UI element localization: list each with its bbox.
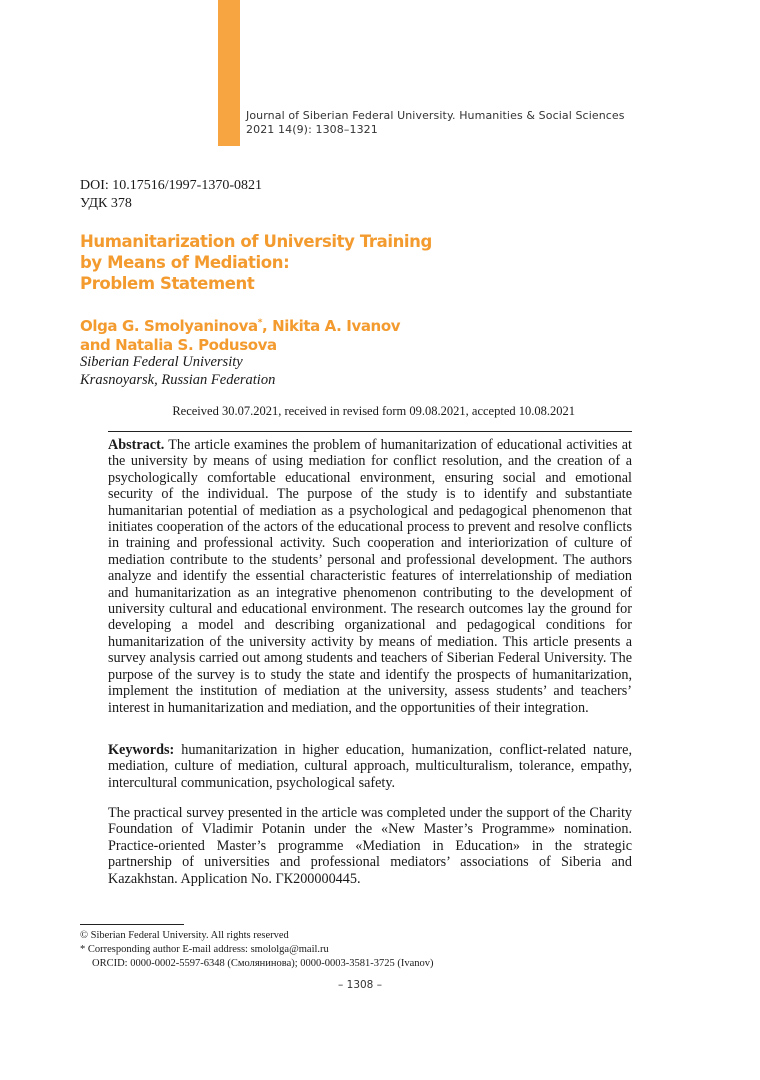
title-line-3: Problem Statement	[80, 274, 255, 293]
footnote-corresponding: * Corresponding author E-mail address: smololga@mail.ru	[80, 944, 329, 955]
authors-line-1	[80, 314, 400, 336]
doi: DOI: 10.17516/1997-1370-0821	[80, 178, 262, 193]
keywords-text: humanitarization in higher education, humanization, conflict-related nature, mediation, culture of mediation, cultural approach, multiculturalism, tolerance, empathy, intercultural communication, psychological safety.	[108, 742, 632, 791]
abstract-text: The article examines the problem of humanitarization of educational activities at the university by means of using mediation for conflict resolution, and the creation of a psychologically comfortable educational environment, ensuring social and emotional security of the individual. The purpose of the study is to identify and substantiate humanitarian potential of mediation as a psychological and pedagogical phenomenon that initiates cooperation of the actors of the educational process to prevent and resolve conflicts in training and professional activity. Such cooperation and interiorization of culture of mediation contribute to the students’ personal and professional development. The authors analyze and identify the essential characteristic features of interrelationship of mediation and humanitarization as an integrative phenomenon contributing to the development of university cultural and educational environment. The research outcomes lay the ground for developing a model and describing organizational and pedagogical conditions for humanitarization of the university activity by means of mediation. This article presents a survey analysis carried out among students and teachers of Siberian Federal University. The purpose of the survey is to study the state and identify the prospects of humanitarization, implement the institution of mediation at the university, assess students’ and teachers’ interest in humanitarization and mediation, and the opportunities of their integration.	[108, 437, 632, 716]
footnote-copyright: © Siberian Federal University. All rights reserved	[80, 930, 289, 941]
authors-line-2: and Natalia S. Podusova	[80, 336, 277, 354]
udk: УДК 378	[80, 196, 132, 211]
keywords	[108, 742, 632, 791]
abstract-label: Abstract.	[108, 437, 165, 453]
article-meta	[80, 177, 262, 213]
article-title	[80, 231, 432, 294]
affiliation-university: Siberian Federal University	[80, 354, 243, 370]
title-line-2: by Means of Mediation:	[80, 253, 290, 272]
funding-note: The practical survey presented in the article was completed under the support of the Charity Foundation of Vladimir Potanin under the «New Master’s Programme» nomination. Practice-oriented Master’s programme «Mediation in Education» in the strategic partnership of universities and professional mediators’ associations of Siberia and Kazakhstan. Application No. ГК200000445.	[108, 805, 632, 887]
footnote-orcid: ORCID: 0000-0002-5597-6348 (Смолянинова); 0000-0003-3581-3725 (Ivanov)	[92, 958, 434, 969]
page-number: – 1308 –	[338, 979, 382, 991]
journal-accent-bar	[218, 0, 240, 146]
authors	[80, 314, 400, 355]
footnote-divider	[80, 924, 184, 925]
affiliation	[80, 353, 275, 389]
author-ivanov: , Nikita A. Ivanov	[262, 317, 401, 335]
author-smolyaninova: Olga G. Smolyaninova	[80, 317, 258, 335]
abstract	[108, 437, 632, 716]
title-line-1: Humanitarization of University Training	[80, 232, 432, 251]
footnotes	[80, 929, 434, 971]
journal-issue: 2021 14(9): 1308–1321	[246, 123, 378, 136]
journal-title: Journal of Siberian Federal University. Humanities & Social Sciences	[246, 109, 625, 122]
keywords-label: Keywords:	[108, 742, 175, 758]
journal-header	[246, 109, 625, 137]
received-dates: Received 30.07.2021, received in revised form 09.08.2021, accepted 10.08.2021	[172, 404, 575, 418]
abstract-divider	[108, 431, 632, 432]
affiliation-location: Krasnoyarsk, Russian Federation	[80, 372, 276, 388]
corresponding-mark: *	[257, 318, 263, 328]
